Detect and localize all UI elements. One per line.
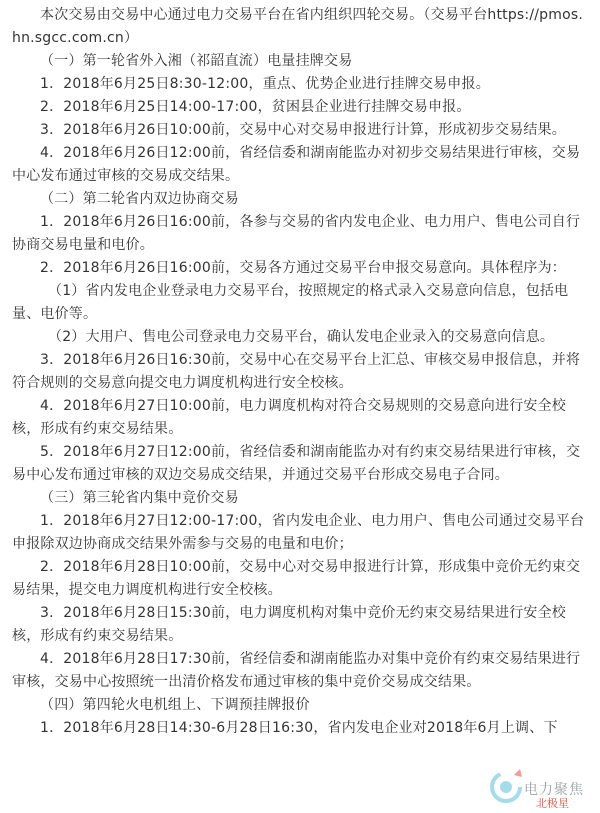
list-item: 3．2018年6月26日10:00前，交易中心对交易申报进行计算，形成初步交易结果。: [40, 122, 567, 138]
watermark-swirl-icon: [484, 765, 528, 809]
section-heading-1: （一）第一轮省外入湘（祁韶直流）电量挂牌交易: [40, 53, 353, 69]
list-item: 4．2018年6月27日10:00前，电力调度机构对符合交易规则的交易意向进行安全校核，形成有约束交易结果。: [12, 398, 567, 437]
section-heading-3: （三）第三轮省内集中竞价交易: [40, 490, 239, 506]
section-heading-2: （二）第二轮省内双边协商交易: [40, 191, 239, 207]
watermark-text: 电力聚焦: [524, 782, 584, 798]
list-item: 1．2018年6月28日14:30-6月28日16:30，省内发电企业对2018年6月上调、下: [40, 720, 558, 736]
list-item: 2．2018年6月26日16:00前，交易各方通过交易平台申报交易意向。具体程序为：: [40, 260, 567, 276]
section-heading-4: （四）第四轮火电机组上、下调预挂牌报价: [40, 697, 310, 713]
list-item: 2．2018年6月28日10:00前，交易中心对交易申报进行计算，形成集中竞价无约束交易结果，提交电力调度机构进行安全校核。: [12, 559, 581, 598]
sub-list-item: （2）大用户、售电公司登录电力交易平台，确认发电企业录入的交易意向信息。: [48, 329, 555, 345]
watermark-subtext: 北极星: [536, 797, 569, 810]
list-item: 1．2018年6月25日8:30-12:00，重点、优势企业进行挂牌交易申报。: [40, 76, 490, 92]
list-item: 1．2018年6月27日12:00-17:00，省内发电企业、电力用户、售电公司通过交易平台申报除双边协商成交结果外需参与交易的电量和电价；: [12, 513, 585, 552]
list-item: 3．2018年6月26日16:30前，交易中心在交易平台上汇总、审核交易申报信息，并将符合规则的交易意向提交电力调度机构进行安全校核。: [12, 352, 581, 391]
list-item: 5．2018年6月27日12:00前，省经信委和湖南能监办对有约束交易结果进行审核，交易中心发布通过审核的双边交易成交结果，并通过交易平台形成交易电子合同。: [12, 444, 581, 483]
list-item: 1．2018年6月26日16:00前，各参与交易的省内发电企业、电力用户、售电公司自行协商交易电量和电价。: [12, 214, 581, 253]
list-item: 3．2018年6月28日15:30前，电力调度机构对集中竞价无约束交易结果进行安全校核，形成有约束交易结果。: [12, 605, 567, 644]
list-item: 2．2018年6月25日14:00-17:00，贫困县企业进行挂牌交易申报。: [40, 99, 471, 115]
intro-paragraph: 本次交易由交易中心通过电力交易平台在省内组织四轮交易。（交易平台https://pmos.hn.sgcc.com.cn）: [12, 7, 584, 46]
watermark-logo: [484, 761, 596, 811]
sub-list-item: （1）省内发电企业登录电力交易平台，按照规定的格式录入交易意向信息，包括电量、电价等。: [12, 283, 569, 322]
list-item: 4．2018年6月26日12:00前，省经信委和湖南能监办对初步交易结果进行审核，交易中心发布通过审核的交易成交结果。: [12, 145, 581, 184]
list-item: 4．2018年6月28日17:30前，省经信委和湖南能监办对集中竞价有约束交易结果进行审核，交易中心按照统一出清价格发布通过审核的集中竞价交易成交结果。: [12, 651, 581, 690]
